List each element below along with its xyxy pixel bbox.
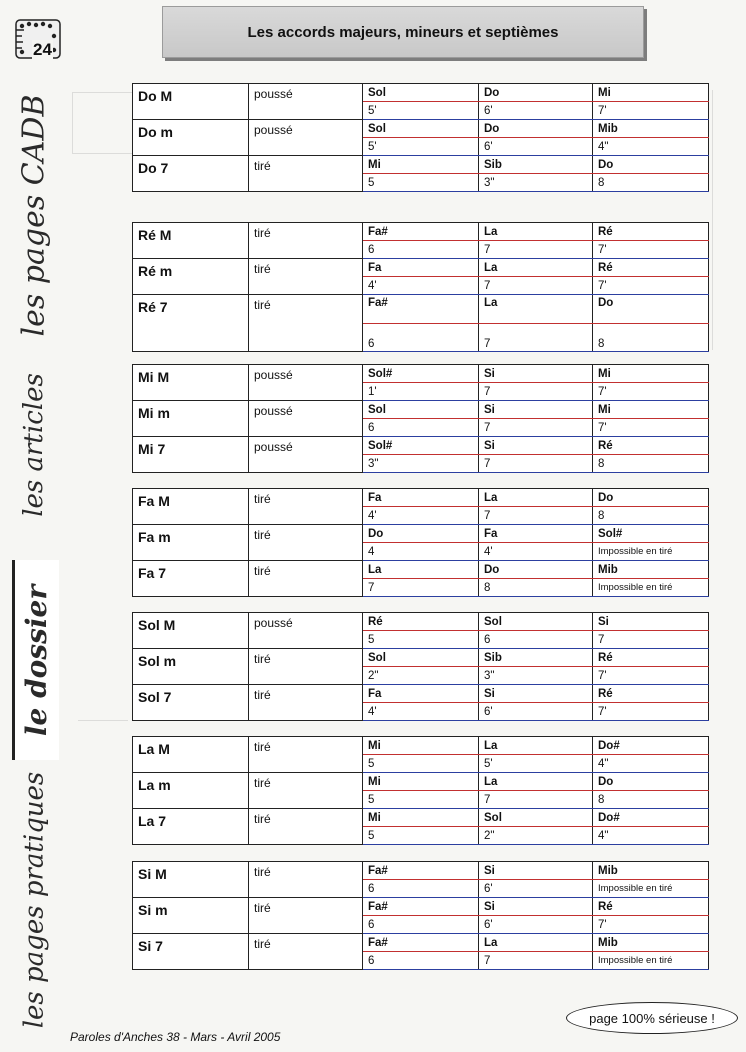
sidebar-item-label: le dossier	[20, 584, 54, 736]
chord-note: La	[363, 561, 479, 579]
chord-row	[133, 809, 709, 827]
button-number: 3"	[479, 667, 593, 685]
footer-text: Paroles d'Anches 38 - Mars - Avril 2005	[70, 1030, 281, 1044]
chord-row	[133, 685, 709, 703]
chord-row	[133, 295, 709, 324]
chord-note: Do	[593, 489, 709, 507]
chord-note: Sol	[363, 401, 479, 419]
chord-note: Do	[593, 773, 709, 791]
button-number: 4'	[363, 277, 479, 295]
button-number: 7	[479, 791, 593, 809]
chord-note: Fa	[363, 489, 479, 507]
chord-note: Do	[479, 84, 593, 102]
button-number: Impossible en tiré	[593, 952, 709, 970]
bellows-direction: poussé	[249, 401, 363, 437]
bellows-direction: poussé	[249, 365, 363, 401]
button-number: 7'	[593, 241, 709, 259]
button-number: 5'	[363, 138, 479, 156]
chord-note: Sol	[363, 120, 479, 138]
button-number: 5	[363, 827, 479, 845]
button-number: 6'	[479, 138, 593, 156]
chord-note: Mi	[363, 156, 479, 174]
badge-label: page 100% sérieuse !	[589, 1010, 715, 1026]
button-number: 7	[479, 455, 593, 473]
button-number: 4'	[479, 543, 593, 561]
chord-row	[133, 649, 709, 667]
button-number: 7'	[593, 102, 709, 120]
chord-note: Si	[479, 685, 593, 703]
button-number: 7	[479, 419, 593, 437]
page-number: 24	[33, 40, 52, 59]
chord-note: Do	[479, 561, 593, 579]
button-number: 7	[479, 241, 593, 259]
bellows-direction: tiré	[249, 737, 363, 773]
button-number: 7	[479, 324, 593, 352]
button-number: 6	[363, 880, 479, 898]
chord-name: Mi m	[133, 401, 249, 437]
button-number: 6	[363, 916, 479, 934]
chord-note: Ré	[593, 685, 709, 703]
button-number: 4"	[593, 138, 709, 156]
chord-note: Fa#	[363, 295, 479, 324]
chord-row	[133, 737, 709, 755]
button-number: 4"	[593, 755, 709, 773]
bellows-direction: poussé	[249, 613, 363, 649]
title-banner	[162, 6, 644, 58]
chord-table	[132, 861, 709, 970]
chord-name: Fa M	[133, 489, 249, 525]
chord-row	[133, 84, 709, 102]
button-number: 8	[479, 579, 593, 597]
sidebar-item-label: les pages CADB	[16, 94, 52, 336]
chord-name: Si m	[133, 898, 249, 934]
chord-name: Do 7	[133, 156, 249, 192]
chord-note: Sol	[363, 84, 479, 102]
chord-table	[132, 488, 709, 597]
chord-note: Mi	[363, 737, 479, 755]
chord-row	[133, 773, 709, 791]
button-number: Impossible en tiré	[593, 880, 709, 898]
button-number: 7'	[593, 916, 709, 934]
button-number: 6'	[479, 703, 593, 721]
chord-note: Fa	[363, 259, 479, 277]
chord-note: Do	[593, 156, 709, 174]
chord-name: Fa 7	[133, 561, 249, 597]
chord-note: La	[479, 934, 593, 952]
chord-name: Sol 7	[133, 685, 249, 721]
bellows-direction: tiré	[249, 223, 363, 259]
chord-note: Sol#	[363, 437, 479, 455]
chord-note: Mi	[593, 84, 709, 102]
chord-row	[133, 613, 709, 631]
bellows-direction: poussé	[249, 84, 363, 120]
chord-note: Mi	[593, 401, 709, 419]
button-number: 5'	[363, 102, 479, 120]
chord-note: Mib	[593, 561, 709, 579]
chord-row	[133, 437, 709, 455]
button-number: 2"	[479, 827, 593, 845]
chord-table	[132, 364, 709, 473]
bellows-direction: tiré	[249, 561, 363, 597]
button-number: 7'	[593, 277, 709, 295]
chord-row	[133, 862, 709, 880]
chord-name: Do m	[133, 120, 249, 156]
chord-name: Fa m	[133, 525, 249, 561]
chord-note: Ré	[593, 437, 709, 455]
chord-note: La	[479, 223, 593, 241]
chord-note: Mib	[593, 862, 709, 880]
button-number: 6	[363, 952, 479, 970]
chord-note: Fa	[479, 525, 593, 543]
chord-table	[132, 222, 709, 352]
button-number: 2"	[363, 667, 479, 685]
button-number: 7	[479, 277, 593, 295]
chord-note: Mi	[363, 809, 479, 827]
chord-row	[133, 120, 709, 138]
bellows-direction: tiré	[249, 809, 363, 845]
sidebar-item-pages-cadb[interactable]	[12, 80, 56, 350]
chord-note: Si	[479, 365, 593, 383]
chord-note: Fa#	[363, 898, 479, 916]
button-number: 4'	[363, 507, 479, 525]
button-number: 7'	[593, 383, 709, 401]
button-number: 7'	[593, 419, 709, 437]
chord-note: Ré	[593, 223, 709, 241]
chord-note: Do	[479, 120, 593, 138]
button-number: 5	[363, 174, 479, 192]
chord-note: La	[479, 773, 593, 791]
chord-name: Sol M	[133, 613, 249, 649]
chord-name: Ré M	[133, 223, 249, 259]
chord-note: Do#	[593, 737, 709, 755]
chord-note: Ré	[363, 613, 479, 631]
sidebar-item-articles[interactable]	[12, 360, 56, 530]
chord-note: Sol	[363, 649, 479, 667]
chord-note: Fa#	[363, 862, 479, 880]
chord-note: Mib	[593, 120, 709, 138]
sidebar-item-label: les pages pratiques	[19, 771, 50, 1029]
chord-name: La M	[133, 737, 249, 773]
chord-note: Sol	[479, 613, 593, 631]
chord-note: Sol#	[363, 365, 479, 383]
button-number: 7	[479, 952, 593, 970]
button-number: 7	[479, 383, 593, 401]
chord-note: Si	[479, 862, 593, 880]
chord-note: Sol#	[593, 525, 709, 543]
button-number: 6	[363, 241, 479, 259]
chord-note: Ré	[593, 898, 709, 916]
chord-note: Mib	[593, 934, 709, 952]
chord-note: Ré	[593, 259, 709, 277]
sidebar-item-pages-pratiques[interactable]	[12, 771, 56, 1029]
chord-note: Si	[479, 898, 593, 916]
chord-name: Do M	[133, 84, 249, 120]
bellows-direction: tiré	[249, 525, 363, 561]
bellows-direction: tiré	[249, 649, 363, 685]
button-number: 4"	[593, 827, 709, 845]
chord-note: Si	[479, 401, 593, 419]
button-number: Impossible en tiré	[593, 543, 709, 561]
chord-note: La	[479, 295, 593, 324]
chord-row	[133, 401, 709, 419]
chord-name: Si M	[133, 862, 249, 898]
chord-table	[132, 83, 709, 192]
chord-note: La	[479, 259, 593, 277]
bellows-direction: tiré	[249, 259, 363, 295]
chord-note: Si	[479, 437, 593, 455]
chord-note: Sib	[479, 156, 593, 174]
chord-note: Sib	[479, 649, 593, 667]
button-number: 7	[479, 507, 593, 525]
button-number: 5	[363, 755, 479, 773]
button-number: 8	[593, 324, 709, 352]
button-number: 7'	[593, 703, 709, 721]
chord-note: Si	[593, 613, 709, 631]
chord-table	[132, 612, 709, 721]
chord-row	[133, 561, 709, 579]
bellows-direction: poussé	[249, 437, 363, 473]
chord-row	[133, 934, 709, 952]
button-number: 8	[593, 791, 709, 809]
chord-row	[133, 898, 709, 916]
button-number: 3"	[363, 455, 479, 473]
chord-table	[132, 736, 709, 845]
chord-name: Sol m	[133, 649, 249, 685]
sidebar-item-dossier[interactable]	[12, 560, 59, 760]
serious-page-badge	[566, 1002, 738, 1034]
chord-row	[133, 365, 709, 383]
chord-note: Ré	[593, 649, 709, 667]
chord-row	[133, 223, 709, 241]
page-title: Les accords majeurs, mineurs et septièmes	[247, 23, 559, 41]
bellows-direction: tiré	[249, 295, 363, 352]
bellows-direction: tiré	[249, 934, 363, 970]
bellows-direction: tiré	[249, 898, 363, 934]
chord-note: Sol	[479, 809, 593, 827]
button-number: 1'	[363, 383, 479, 401]
chord-note: Mi	[593, 365, 709, 383]
chord-name: Ré 7	[133, 295, 249, 352]
button-number: 6	[363, 419, 479, 437]
button-number: 6	[363, 324, 479, 352]
button-number: 7'	[593, 667, 709, 685]
button-number: 5	[363, 791, 479, 809]
chord-note: Fa	[363, 685, 479, 703]
bellows-direction: poussé	[249, 120, 363, 156]
chord-note: Mi	[363, 773, 479, 791]
chord-note: Fa#	[363, 223, 479, 241]
chord-note: Do	[593, 295, 709, 324]
bellows-direction: tiré	[249, 156, 363, 192]
button-number: 6'	[479, 880, 593, 898]
button-number: 7	[363, 579, 479, 597]
button-number: 6'	[479, 916, 593, 934]
chord-row	[133, 259, 709, 277]
button-number: 4	[363, 543, 479, 561]
button-number: 8	[593, 507, 709, 525]
chord-note: Do#	[593, 809, 709, 827]
chord-name: Ré m	[133, 259, 249, 295]
chord-row	[133, 489, 709, 507]
button-number: 5'	[479, 755, 593, 773]
chord-name: La m	[133, 773, 249, 809]
chord-note: Do	[363, 525, 479, 543]
bellows-direction: tiré	[249, 685, 363, 721]
chord-name: Si 7	[133, 934, 249, 970]
button-number: 6'	[479, 102, 593, 120]
button-number: 8	[593, 174, 709, 192]
accordion-logo-icon	[12, 14, 64, 62]
button-number: 4'	[363, 703, 479, 721]
chord-note: La	[479, 489, 593, 507]
bellows-direction: tiré	[249, 489, 363, 525]
chord-note: Fa#	[363, 934, 479, 952]
button-number: 8	[593, 455, 709, 473]
button-number: 7	[593, 631, 709, 649]
sidebar-item-label: les articles	[19, 373, 50, 517]
chord-name: Mi M	[133, 365, 249, 401]
button-number: Impossible en tiré	[593, 579, 709, 597]
button-number: 6	[479, 631, 593, 649]
chord-name: Mi 7	[133, 437, 249, 473]
chord-row	[133, 156, 709, 174]
button-number: 3"	[479, 174, 593, 192]
bellows-direction: tiré	[249, 862, 363, 898]
bellows-direction: tiré	[249, 773, 363, 809]
chord-row	[133, 525, 709, 543]
button-number: 5	[363, 631, 479, 649]
chord-note: La	[479, 737, 593, 755]
chord-name: La 7	[133, 809, 249, 845]
